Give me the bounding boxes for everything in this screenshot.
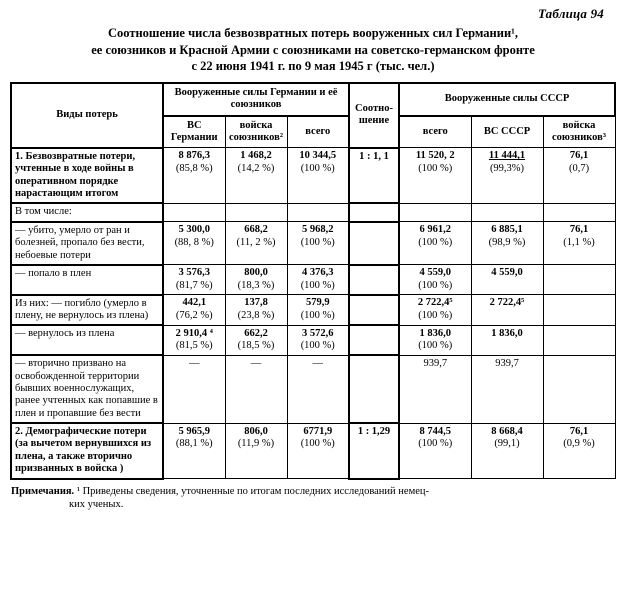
cell-value: 806,0 [244,425,268,437]
cell-percent: (11,9 %) [237,437,275,449]
cell-value: 76,1 [569,425,589,437]
header-vs-ussr: ВС СССР [471,116,543,148]
cell-ussr-allies [543,265,615,295]
cell-percent: (85,8 %) [175,162,213,174]
title-line-1: Соотношение числа безвозвратных потерь вооруженных сил Германии¹, [107,26,519,40]
row-label: — убито, умерло от ран и болезней, пропало без вести, небоевые потери [11,222,163,265]
notes-title: Примечания. [11,485,75,497]
cell-value: 8 876,3 [178,150,210,162]
cell-percent: (0,7) [568,162,590,174]
cell-germany-total [287,203,349,221]
cell-germany-vs [163,295,225,326]
cell-percent: (100 %) [418,309,453,321]
cell-value: 8 668,4 [491,425,523,437]
table-row [11,355,615,423]
cell-germany-allies [225,423,287,479]
cell-percent: (100 %) [300,309,335,321]
cell-percent: (100 %) [418,236,453,248]
table-row [11,203,615,221]
row-label: — вернулось из плена [11,325,163,355]
cell-value: — [250,357,262,369]
table-row [11,265,615,295]
cell-germany-allies [225,325,287,355]
cell-value: 76,1 [569,150,589,162]
notes-block [11,485,615,511]
cell-percent: (98,9 %) [488,236,526,248]
cell-value: 137,8 [244,297,268,309]
cell-percent: (99,1) [494,437,520,449]
cell-value: 662,2 [244,327,268,339]
cell-value: 1 836,0 [419,327,451,339]
cell-value: 6771,9 [303,425,333,437]
cell-germany-total [287,423,349,479]
cell-germany-vs [163,203,225,221]
cell-ratio: 1 : 1, 1 [349,148,399,204]
cell-percent: (81,7 %) [175,279,213,291]
cell-ussr-vs [471,295,543,326]
cell-ussr-total [399,295,471,326]
cell-germany-allies [225,148,287,204]
losses-table [10,82,616,480]
header-ratio: Соотно-шение [349,83,399,148]
cell-ratio [349,203,399,221]
cell-ussr-allies [543,295,615,326]
cell-percent: (23,8 %) [237,309,275,321]
cell-ussr-allies [543,203,615,221]
cell-value: 442,1 [182,297,207,309]
cell-percent: (100 %) [300,236,335,248]
cell-germany-allies [225,295,287,326]
cell-ussr-allies [543,222,615,265]
cell-ussr-vs [471,148,543,204]
cell-germany-total [287,295,349,326]
cell-germany-allies [225,203,287,221]
header-row-groups [11,83,615,116]
cell-value: — [312,357,323,369]
header-total-germany: всего [287,116,349,148]
cell-percent: (1,1 %) [563,236,595,248]
cell-germany-vs [163,222,225,265]
cell-percent: (100 %) [418,437,453,449]
cell-percent: (76,2 %) [175,309,213,321]
cell-germany-vs [163,355,225,423]
header-vs-germany: ВС Германии [163,116,225,148]
cell-ussr-allies [543,325,615,355]
header-types-of-losses: Виды потерь [11,83,163,148]
cell-value: 5 968,2 [302,224,334,236]
cell-percent: (100 %) [300,279,335,291]
cell-germany-allies [225,355,287,423]
header-group-ussr: Вооруженные силы СССР [399,83,615,116]
cell-value: 939,7 [423,357,448,369]
cell-value: 2 910,4 ⁴ [175,327,213,339]
table-number: Таблица 94 [537,6,604,21]
cell-percent: (99,3%) [489,162,525,174]
cell-germany-vs [163,148,225,204]
cell-germany-total [287,148,349,204]
table-row [11,295,615,326]
cell-germany-total [287,265,349,295]
cell-germany-total [287,325,349,355]
cell-germany-total [287,222,349,265]
cell-value: — [189,357,200,369]
cell-ussr-total [399,325,471,355]
cell-ussr-total [399,148,471,204]
cell-value: 4 376,3 [302,267,334,279]
cell-percent: (100 %) [300,340,335,352]
cell-ussr-allies [543,423,615,479]
cell-value: 4 559,0 [419,267,451,279]
cell-percent: (100 %) [418,340,453,352]
cell-ussr-allies [543,148,615,204]
cell-germany-vs [163,325,225,355]
cell-percent: (14,2 %) [237,162,275,174]
cell-ussr-vs [471,203,543,221]
table-body [11,148,615,479]
cell-value: 3 576,3 [178,267,210,279]
cell-ussr-total [399,265,471,295]
cell-percent: (81,5 %) [175,340,213,352]
cell-percent: (88,1 %) [175,437,213,449]
cell-value: 579,9 [305,297,330,309]
header-group-germany: Вооруженные силы Германии и её союзников [163,83,349,116]
cell-value: 3 572,6 [302,327,334,339]
cell-germany-vs [163,265,225,295]
row-label: В том числе: [11,203,163,221]
cell-percent: (100 %) [418,279,453,291]
cell-value: 10 344,5 [299,150,337,162]
table-row [11,148,615,204]
cell-percent: (18,5 %) [237,340,275,352]
cell-ussr-total [399,423,471,479]
cell-percent: (88, 8 %) [174,236,214,248]
cell-ratio [349,222,399,265]
header-allies-germany: войска союзников² [225,116,287,148]
cell-value: 5 965,9 [178,425,210,437]
row-label: — попало в плен [11,265,163,295]
cell-germany-total [287,355,349,423]
cell-ussr-total [399,203,471,221]
cell-value: 8 744,5 [419,425,451,437]
header-total-ussr: всего [399,116,471,148]
row-label: 2. Демографические потери (за вычетом вернувшихся из плена, а также вторично призванных в войска ) [11,423,163,479]
table-header [11,83,615,148]
page-title [14,25,612,75]
cell-percent: (11, 2 %) [236,236,276,248]
cell-value: 800,0 [244,267,268,279]
title-line-3: с 22 июня 1941 г. по 9 мая 1945 г (тыс. чел.) [191,59,435,74]
cell-ussr-total [399,355,471,423]
cell-ussr-total [399,222,471,265]
cell-germany-vs [163,423,225,479]
cell-ussr-vs [471,265,543,295]
table-row [11,222,615,265]
row-label: Из них: — погибло (умерло в плену, не вернулось из плена) [11,295,163,326]
title-line-2: ее союзников и Красной Армии с союзниками на советско-германском фронте [91,42,535,57]
cell-ussr-vs [471,355,543,423]
cell-value: 2 722,4⁵ [489,297,525,309]
header-allies-ussr: войска союзников³ [543,116,615,148]
cell-ratio: 1 : 1,29 [349,423,399,479]
table-row [11,423,615,479]
notes-line-2: ких ученых. [69,498,124,510]
cell-germany-allies [225,222,287,265]
cell-ratio [349,355,399,423]
cell-percent: (100 %) [418,162,453,174]
cell-ussr-vs [471,325,543,355]
cell-ussr-allies [543,355,615,423]
cell-value: 6 961,2 [419,224,451,236]
cell-value: 6 885,1 [491,224,523,236]
cell-ratio [349,265,399,295]
cell-value: 1 468,2 [240,150,272,162]
cell-value: 4 559,0 [491,267,523,279]
cell-ussr-vs [471,423,543,479]
cell-germany-allies [225,265,287,295]
cell-value: 11 520, 2 [415,150,455,162]
cell-value: 668,2 [244,224,268,236]
cell-value: 2 722,4⁵ [417,297,453,309]
cell-ussr-vs [471,222,543,265]
cell-percent: (100 %) [300,437,335,449]
table-row [11,325,615,355]
cell-percent: (18,3 %) [237,279,275,291]
row-label: — вторично призвано на освобожденной территории бывших военнослужащих, ранее учтенных как попавшие в плен и пропавшие без вести [11,355,163,423]
cell-value: 939,7 [495,357,519,369]
cell-ratio [349,325,399,355]
cell-percent: (100 %) [300,162,335,174]
row-label: 1. Безвозвратные потери, учтенные в ходе войны в оперативном порядке нарастающим итогом [11,148,163,204]
notes-line-1: ¹ Приведены сведения, уточненные по итогам последних исследований немец- [76,485,429,497]
cell-value: 5 300,0 [178,224,210,236]
cell-value: 76,1 [569,224,589,236]
cell-ratio [349,295,399,326]
cell-value: 11 444,1 [488,150,526,162]
cell-value: 1 836,0 [491,327,523,339]
cell-percent: (0,9 %) [563,437,595,449]
